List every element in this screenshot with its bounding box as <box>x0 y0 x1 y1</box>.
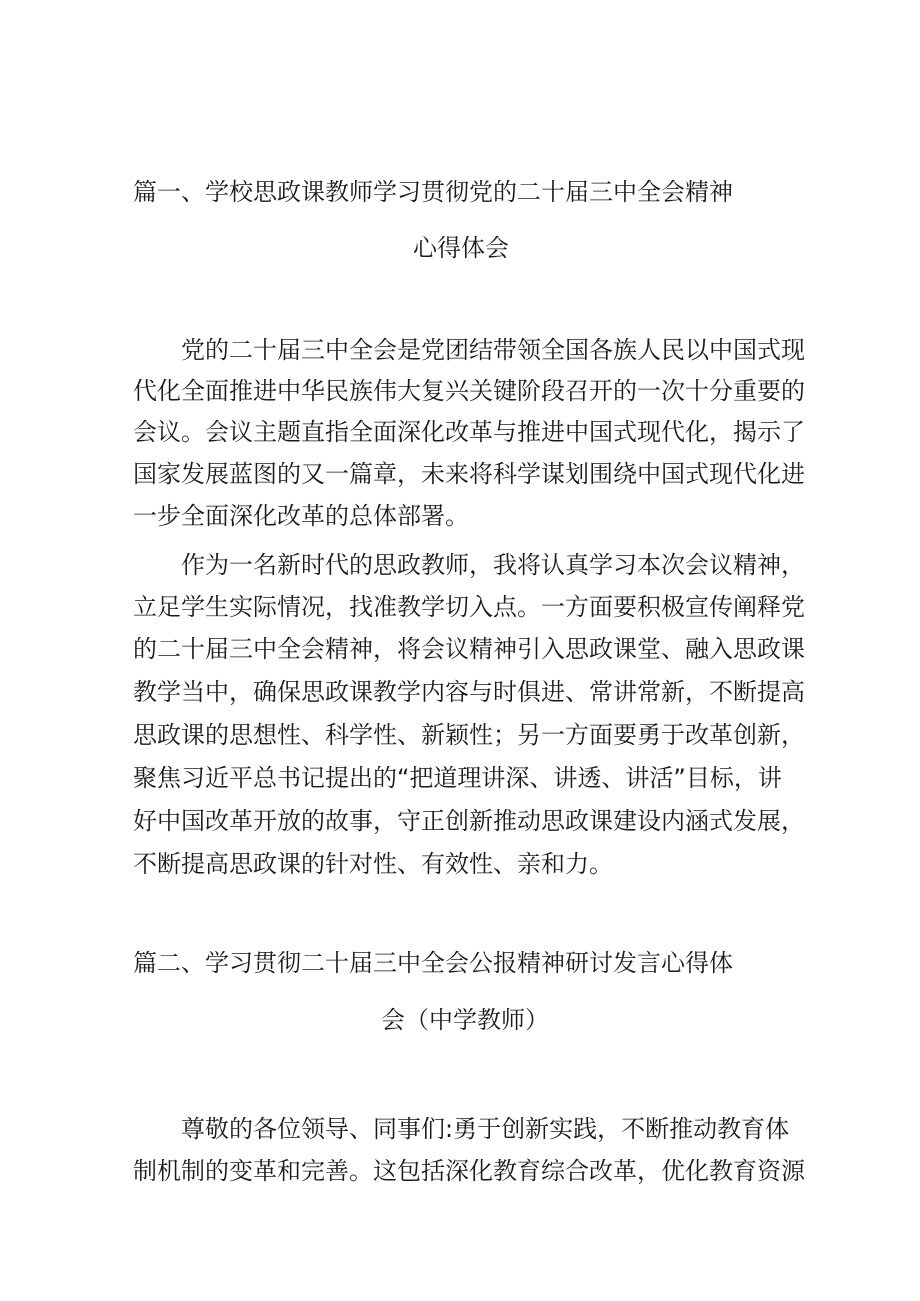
section1-p2-line: 聚焦习近平总书记提出的“把道理讲深、讲透、讲活”目标，讲 <box>133 764 782 792</box>
section1-p2-line: 教学当中，确保思政课教学内容与时俱进、常讲常新，不断提高 <box>133 678 805 706</box>
section1-p1-line: 代化全面推进中华民族伟大复兴关键阶段召开的一次十分重要的 <box>133 377 805 405</box>
section1-title-line1: 篇一、学校思政课教师学习贯彻党的二十届三中全会精神 <box>133 178 733 206</box>
section1-p1-line: 会议。会议主题直指全面深化改革与推进中国式现代化，揭示了 <box>133 418 805 446</box>
section2-p1-line: 制机制的变革和完善。这包括深化教育综合改革，优化教育资源 <box>133 1157 805 1185</box>
section1-title-line2: 心得体会 <box>413 234 509 262</box>
section1-p1-line: 党的二十届三中全会是党团结带领全国各族人民以中国式现 <box>181 336 805 364</box>
section1-p2-line: 思政课的思想性、科学性、新颖性；另一方面要勇于改革创新， <box>133 721 805 749</box>
section1-p2-line: 好中国改革开放的故事，守正创新推动思政课建设内涵式发展， <box>133 807 805 835</box>
section1-p1-line: 国家发展蓝图的又一篇章，未来将科学谋划围绕中国式现代化进 <box>133 460 805 488</box>
section1-p2-line: 作为一名新时代的思政教师，我将认真学习本次会议精神， <box>181 551 805 579</box>
section1-p2-line: 的二十届三中全会精神，将会议精神引入思政课堂、融入思政课 <box>133 635 805 663</box>
section2-title-line2: 会（中学教师） <box>381 1006 549 1034</box>
section1-p1-line: 一步全面深化改革的总体部署。 <box>133 502 469 530</box>
section2-p1-line: 尊敬的各位领导、同事们:勇于创新实践，不断推动教育体 <box>181 1115 790 1143</box>
section1-p2-line: 不断提高思政课的针对性、有效性、亲和力。 <box>133 850 613 878</box>
section2-title-line1: 篇二、学习贯彻二十届三中全会公报精神研讨发言心得体 <box>133 949 733 977</box>
section1-p2-line: 立足学生实际情况，找准教学切入点。一方面要积极宣传阐释党 <box>133 593 805 621</box>
